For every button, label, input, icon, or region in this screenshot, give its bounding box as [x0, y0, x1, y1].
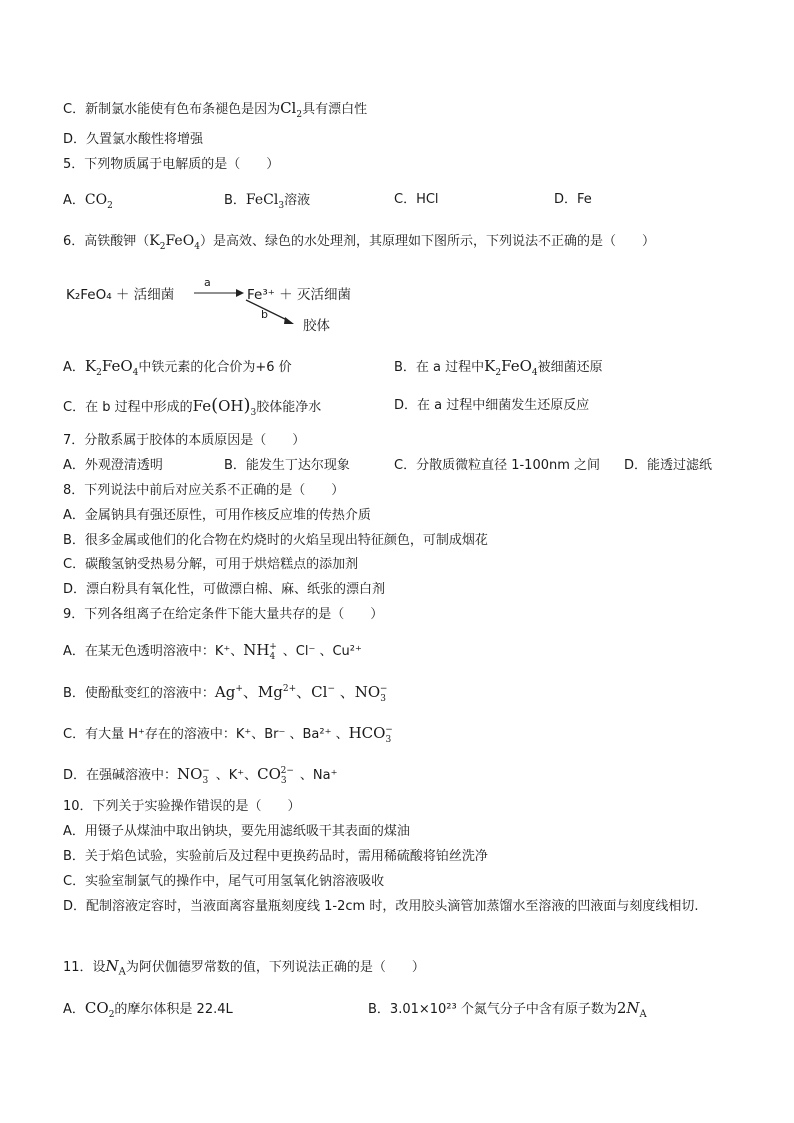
q5-option-c: C．HCl: [394, 192, 439, 207]
q9-stem: 9．下列各组离子在给定条件下能大量共存的是（ ）: [63, 607, 384, 622]
diagram-colloid: 胶体: [303, 318, 330, 334]
q8-option-b: B．很多金属或他们的化合物在灼烧时的火焰呈现出特征颜色，可制成烟花: [63, 533, 488, 548]
cl2-formula: $Cl_2$: [280, 99, 303, 120]
q4-option-c: C．新制氯水能使有色布条褪色是因为$Cl_2$具有漂白性: [63, 99, 368, 120]
q9-option-b: B．使酚酞变红的溶液中：Ag+、$Mg^{2+}$、Cl− 、$NO_3^-$: [63, 683, 388, 704]
q11-stem: 11．设$N_A$为阿伏伽德罗常数的值，下列说法正确的是（ ）: [63, 957, 425, 978]
diagram-products: Fe³⁺ ＋ 灭活细菌: [247, 287, 351, 303]
q6-stem: 6．高铁酸钾$(K_2FeO_4)$是高效、绿色的水处理剂，其原理如下图所示，下列说法不正确的是（ ）: [63, 233, 655, 252]
arrow-label-b: b: [261, 308, 268, 321]
q7-option-a: A．外观澄清透明: [63, 458, 163, 473]
q5-option-b: B．FeCl$_3$溶液: [224, 192, 311, 211]
q6-option-a: A．$K_2FeO_4$中铁元素的化合价为+6 价: [63, 357, 292, 378]
q4-option-d: D．久置氯水酸性将增强: [63, 132, 204, 147]
q11-option-b: B．3.01×10²³ 个氮气分子中含有原子数为$2N_A$: [368, 999, 647, 1020]
q8-stem: 8．下列说法中前后对应关系不正确的是（ ）: [63, 483, 345, 498]
reaction-diagram: [66, 274, 386, 336]
q9-option-c: C．有大量 H⁺存在的溶液中：K⁺、Br⁻ 、Ba²⁺ 、$HCO_3^-$: [63, 724, 393, 745]
q11-option-a: A．$CO_2$的摩尔体积是 22.4L: [63, 999, 233, 1020]
q5-option-d: D．Fe: [554, 192, 592, 207]
q8-option-c: C．碳酸氢钠受热易分解，可用于烘焙糕点的添加剂: [63, 557, 359, 572]
q6-option-d: D．在 a 过程中细菌发生还原反应: [394, 398, 590, 413]
q10-option-d: D．配制溶液定容时，当液面离容量瓶刻度线 1-2cm 时，改用胶头滴管加蒸馏水至溶液的凹液面与刻度线相切.: [63, 899, 699, 914]
q7-stem: 7．分散系属于胶体的本质原因是（ ）: [63, 433, 306, 448]
q9-option-a: A．在某无色透明溶液中：K⁺、$NH_4^+$ 、Cl⁻ 、Cu²⁺: [63, 641, 362, 662]
q6-option-b: B．在 a 过程中$K_2FeO_4$被细菌还原: [394, 357, 603, 378]
q9-option-d: D．在强碱溶液中：$NO_3^-$ 、K⁺、$CO_3^{2-}$ 、Na⁺: [63, 765, 338, 786]
q10-option-a: A．用镊子从煤油中取出钠块，要先用滤纸吸干其表面的煤油: [63, 824, 410, 839]
q7-option-d: D．能透过滤纸: [624, 458, 713, 473]
arrow-label-a: a: [204, 276, 211, 289]
q10-stem: 10．下列关于实验操作错误的是（ ）: [63, 799, 301, 814]
q6-option-c: C．在 b 过程中形成的$Fe(OH)_3$胶体能净水: [63, 395, 322, 418]
q7-option-c: C．分散质微粒直径 1-100nm 之间: [394, 458, 601, 473]
q7-option-b: B．能发生丁达尔现象: [224, 458, 350, 473]
q10-option-b: B．关于焰色试验，实验前后及过程中更换药品时，需用稀硫酸将铂丝洗净: [63, 849, 488, 864]
q5-stem: 5．下列物质属于电解质的是（ ）: [63, 157, 280, 172]
q10-option-c: C．实验室制氯气的操作中，尾气可用氢氧化钠溶液吸收: [63, 874, 385, 889]
q8-option-d: D．漂白粉具有氧化性，可做漂白棉、麻、纸张的漂白剂: [63, 582, 386, 597]
diagram-reactants: K₂FeO₄ ＋ 活细菌: [66, 287, 175, 303]
q8-option-a: A．金属钠具有强还原性，可用作核反应堆的传热介质: [63, 508, 371, 523]
q5-option-a: A．$CO_2$: [63, 192, 113, 211]
